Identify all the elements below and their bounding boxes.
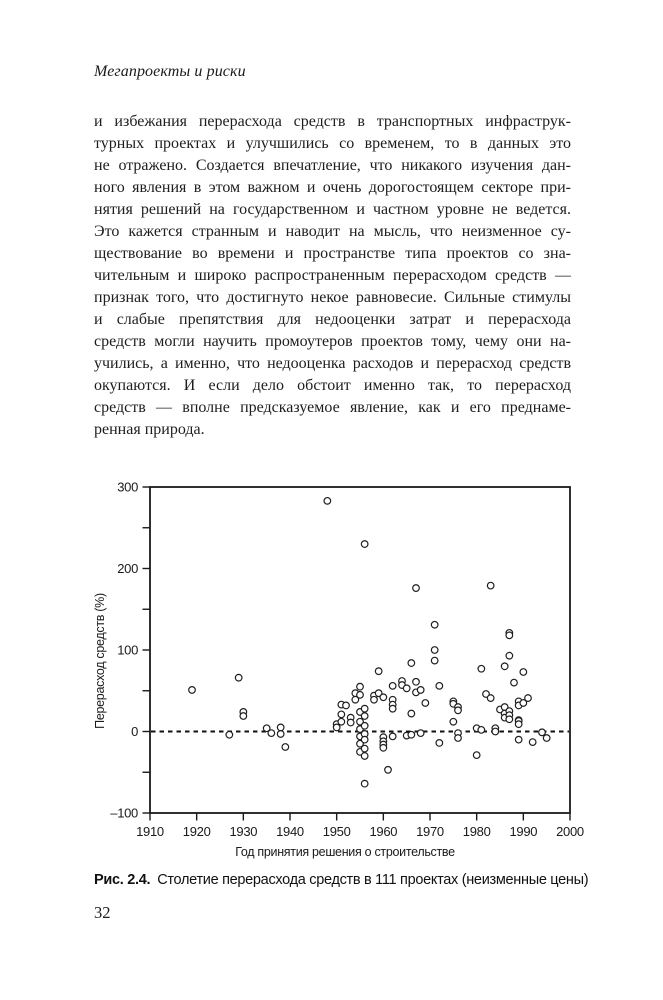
data-point [235,674,242,681]
running-header: Мегапроекты и риски [94,63,246,80]
scatter-chart [60,470,605,870]
x-tick-label: 1920 [182,824,211,839]
y-tick-label: –100 [110,805,138,821]
x-tick-label: 1950 [322,824,351,839]
data-point [380,745,387,752]
y-tick-label: 0 [131,724,138,739]
data-point [543,735,550,742]
figure-caption [94,872,588,888]
y-tick-label: 200 [117,561,138,576]
data-point [455,707,462,714]
data-point [487,695,494,702]
data-point [408,710,415,717]
data-point [357,692,364,699]
x-tick-label: 1970 [416,824,444,839]
data-point [525,695,532,702]
x-tick-label: 1990 [509,824,538,839]
data-point [506,652,513,659]
data-point [413,585,420,592]
data-point [361,722,368,729]
data-point [515,721,522,728]
data-point [240,713,247,720]
data-point [268,730,275,737]
text-line: учились, а именно, что недооценка расходов и перерасход средств [94,355,571,372]
data-point [282,744,289,751]
caption-text: Столетие перерасхода средств в 111 проектах (неизменные цены) [157,872,589,888]
text-line: ного явления в этом важном и очень дорогостоящем секторе при- [94,179,571,196]
data-point [389,733,396,740]
data-point [403,685,410,692]
data-point [375,668,382,675]
data-point [277,724,284,731]
data-point [455,735,462,742]
text-line: окупаются. И если дело обстоит именно так, то перерасход [94,377,571,394]
data-point [333,724,340,731]
data-point [417,687,424,694]
data-point [529,739,536,746]
caption-label: Рис. 2.4. [94,872,151,888]
x-tick-label: 1930 [229,824,258,839]
data-point [361,745,368,752]
text-line: ренная природа. [94,421,205,438]
data-point [389,705,396,712]
data-point [506,632,513,639]
data-point [361,780,368,787]
text-line: и избежания перерасхода средств в транспортных инфраструк- [94,113,571,130]
data-point [539,729,546,736]
x-axis-title: Год принятия решения о строительстве [235,845,455,859]
data-point [361,541,368,548]
data-point [380,694,387,701]
data-point [347,719,354,726]
data-point [385,767,392,774]
data-point [408,731,415,738]
page-number: 32 [94,903,111,922]
text-line: нятия решений на государственном и частном уровне не ведется. [94,201,571,218]
x-tick-label: 2000 [556,824,584,839]
data-point [324,498,331,505]
text-line: ществование во времени и пространстве типа проектов со зна- [94,245,571,262]
data-point [511,679,518,686]
data-point [361,753,368,760]
data-point [436,683,443,690]
y-tick-label: 100 [117,642,138,658]
y-axis-title: Перерасход средств (%) [93,593,107,729]
data-point [361,705,368,712]
data-point [487,582,494,589]
data-point [361,713,368,720]
data-point [450,718,457,725]
text-line: признак того, что достигнуто некое равновесие. Сильные стимулы [94,289,571,306]
data-point [408,660,415,667]
data-point [417,730,424,737]
data-point [389,683,396,690]
plot-box [150,487,570,813]
text-line: средств — вполне предсказуемое явление, как и его преднаме- [94,399,571,416]
data-point [189,687,196,694]
text-line: средств могли научить промоутеров проектов тому, чему они на- [94,333,571,350]
data-point [338,711,345,718]
data-point [492,728,499,735]
data-point [515,736,522,743]
data-point [422,700,429,707]
text-line: турных проектах и улучшились со временем, то в данных это [94,135,571,152]
data-point [371,696,378,703]
x-tick-label: 1960 [369,824,398,839]
x-tick-label: 1940 [276,824,304,839]
text-line: и слабые препятствия для недооценки затрат и перерасхода [94,311,571,328]
data-point [478,665,485,672]
text-line: Это кажется странным и наводит на мысль, что неизменное су- [94,223,571,240]
data-point [361,736,368,743]
data-point [357,683,364,690]
data-point [413,678,420,685]
data-point [506,716,513,723]
x-tick-label: 1910 [136,824,164,839]
data-point [478,727,485,734]
data-point [473,752,480,759]
text-line: чительным и широко распространенным перерасходом средств — [94,267,571,284]
data-point [338,718,345,725]
data-point [436,740,443,747]
data-point [343,702,350,709]
data-point [431,647,438,654]
data-point [520,669,527,676]
x-tick-label: 1980 [462,824,491,839]
data-point [226,731,233,738]
data-point [431,621,438,628]
data-point [501,663,508,670]
text-line: не отражено. Создается впечатление, что никакого изучения дан- [94,157,571,174]
data-point [277,731,284,738]
data-point [431,657,438,664]
y-tick-label: 300 [117,479,138,495]
